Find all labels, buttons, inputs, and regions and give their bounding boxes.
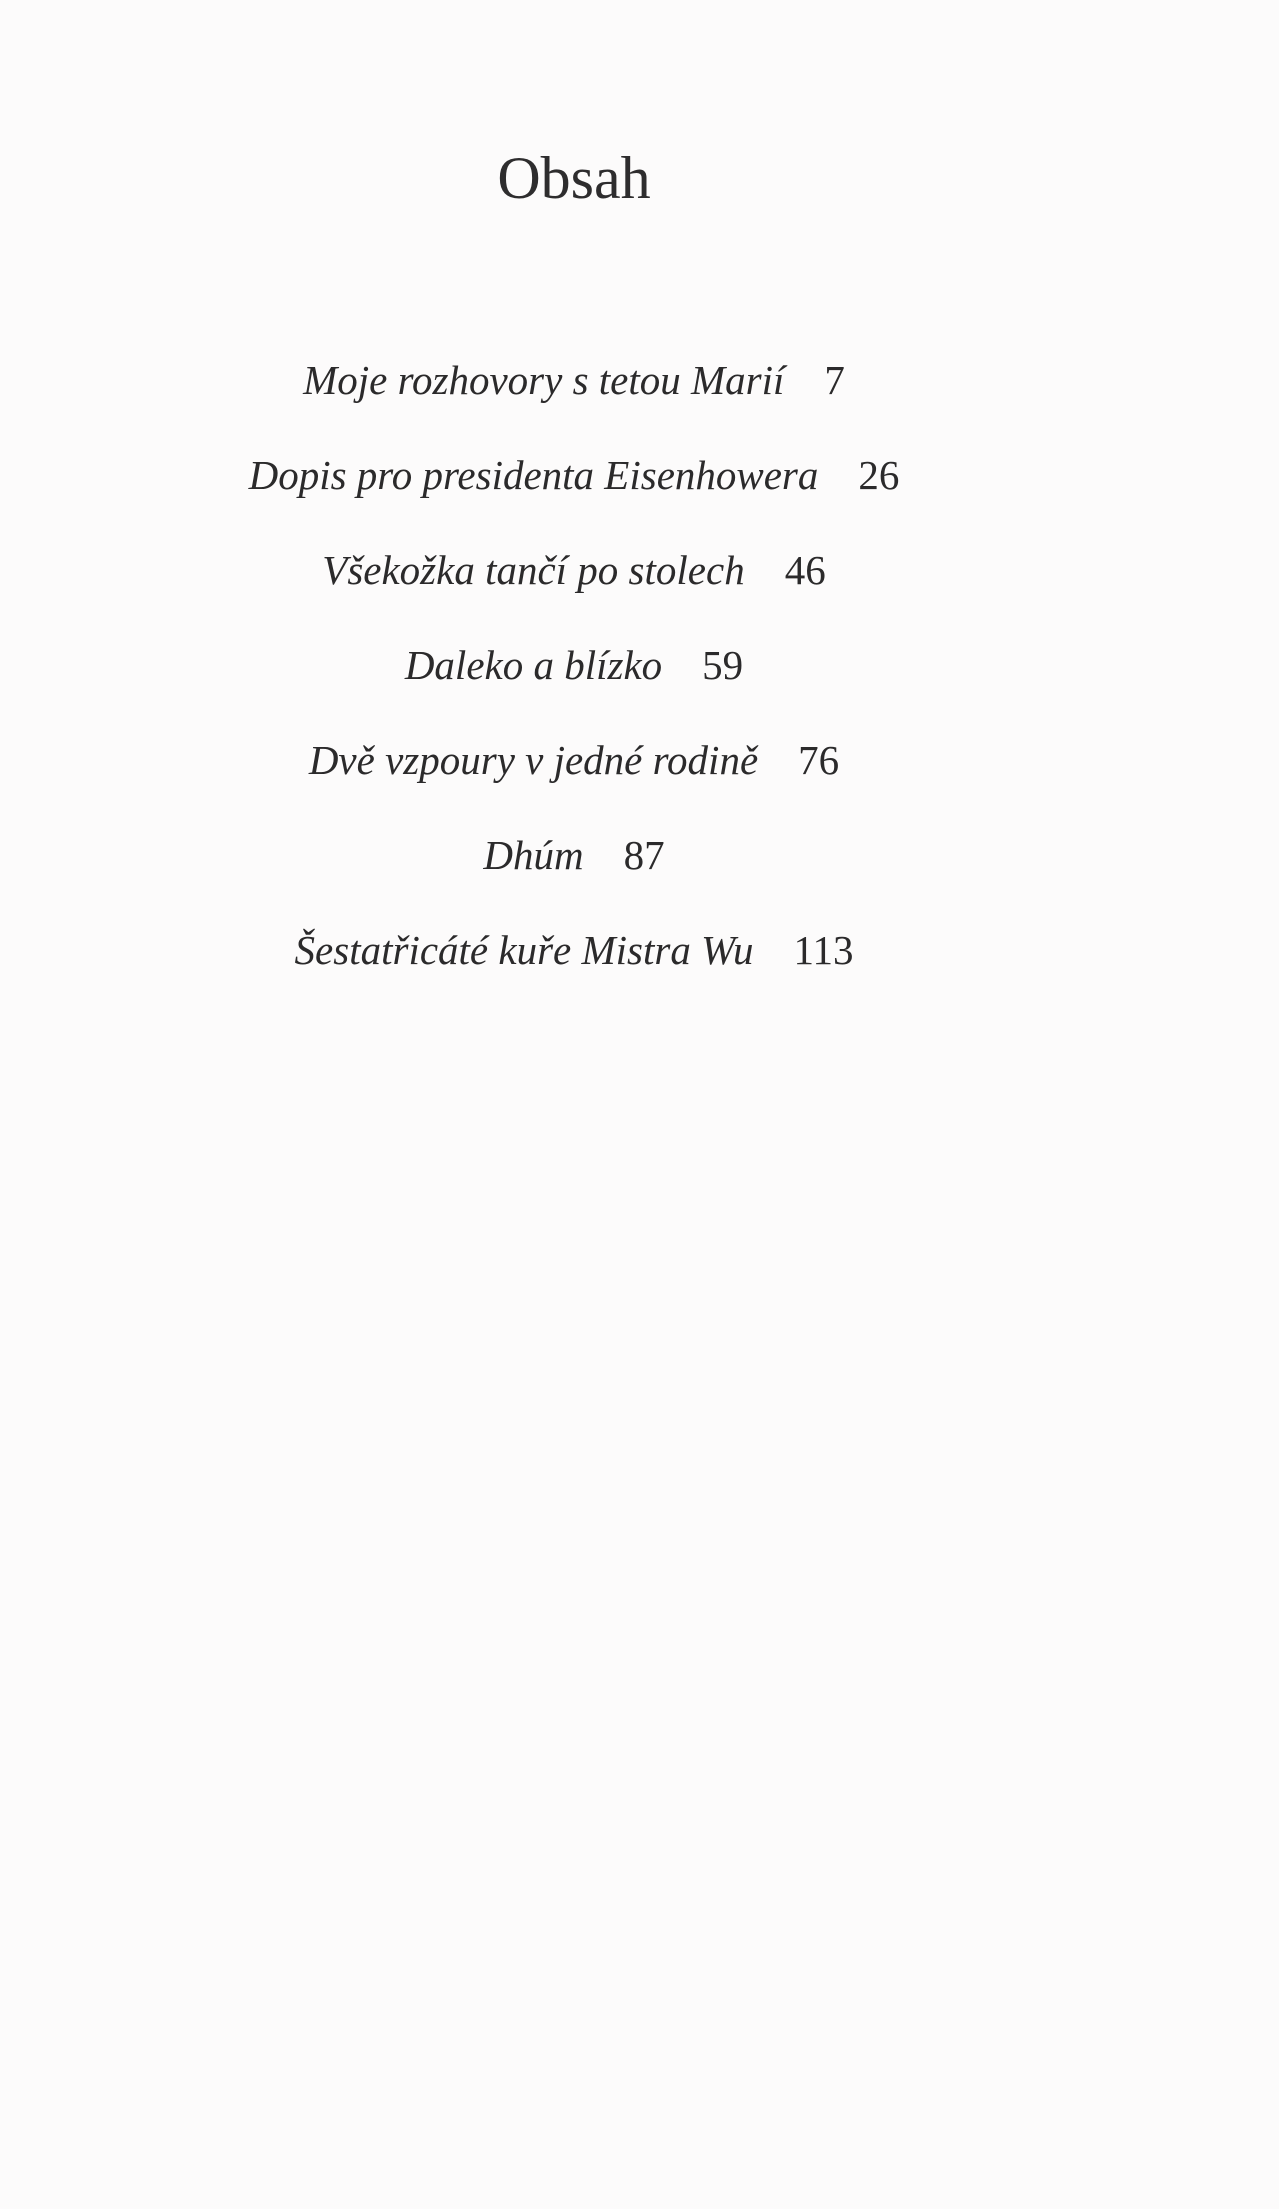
entry-title: Dhúm	[483, 832, 584, 878]
entry-page-number: 26	[858, 452, 900, 498]
entry-page-number: 46	[784, 547, 826, 593]
toc-entry	[0, 823, 1148, 918]
toc-entry	[0, 918, 1148, 1013]
entry-title: Dvě vzpoury v jedné rodině	[308, 737, 759, 783]
entry-title: Šestatřicáté kuře Mistra Wu	[294, 927, 754, 973]
table-of-contents	[0, 348, 1148, 1013]
entry-page-number: 113	[793, 927, 854, 973]
entry-page-number: 59	[702, 642, 744, 688]
toc-entry	[0, 728, 1148, 823]
toc-entry	[0, 348, 1148, 443]
toc-entry	[0, 443, 1148, 538]
entry-title: Daleko a blízko	[404, 642, 663, 688]
entry-page-number: 7	[824, 357, 845, 403]
entry-page-number: 87	[623, 832, 665, 878]
entry-title: Dopis pro presidenta Eisenhowera	[248, 452, 819, 498]
entry-page-number: 76	[798, 737, 840, 783]
page-title: Obsah	[497, 145, 651, 211]
toc-entry	[0, 633, 1148, 728]
toc-entry	[0, 538, 1148, 633]
entry-title: Všekožka tančí po stolech	[322, 547, 745, 593]
entry-title: Moje rozhovory s tetou Marií	[303, 357, 785, 403]
